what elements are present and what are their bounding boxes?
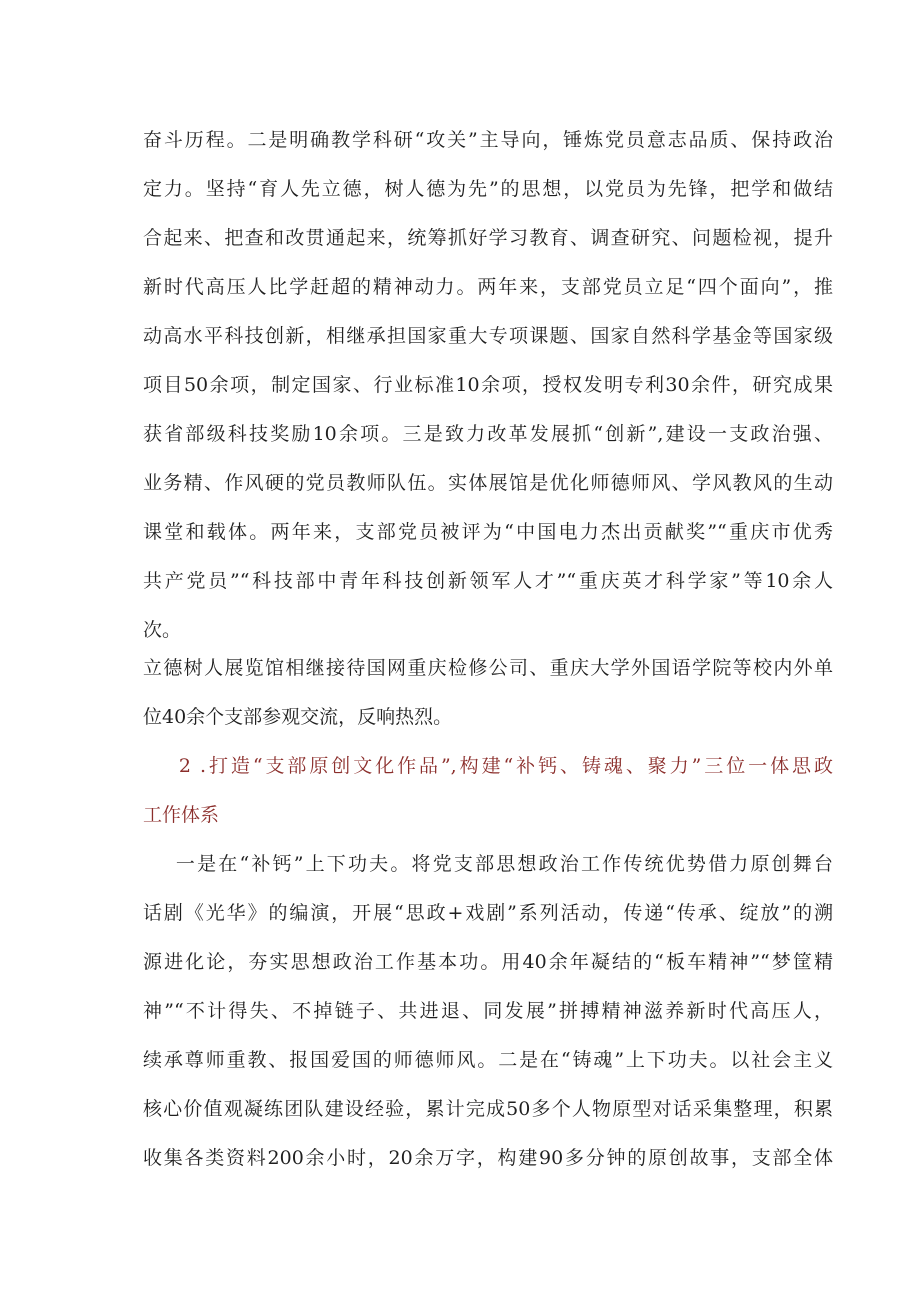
paragraph-line: 课堂和载体。两年来，支部党员被评为“中国电力杰出贡献奖”“重庆市优秀	[143, 521, 833, 543]
paragraph-line: 收集各类资料200余小时，20余万字，构建90多分钟的原创故事，支部全体	[143, 1147, 833, 1169]
paragraph-line: 动高水平科技创新，相继承担国家重大专项课题、国家自然科学基金等国家级	[143, 325, 833, 347]
paragraph-line: 位40余个支部参观交流，反响热烈。	[143, 706, 453, 728]
heading-line: 工作体系	[143, 804, 220, 826]
paragraph-line: 项目50余项，制定国家、行业标准10余项，授权发明专利30余件，研究成果	[143, 374, 833, 396]
paragraph-line: 立德树人展览馆相继接待国网重庆检修公司、重庆大学外国语学院等校内外单	[143, 657, 833, 679]
paragraph-line: 次。	[143, 619, 182, 641]
paragraph-line: 源进化论，夯实思想政治工作基本功。用40余年凝结的“板车精神”“梦筐精	[143, 951, 833, 973]
paragraph-line: 续承尊师重教、报国爱国的师德师风。二是在“铸魂”上下功夫。以社会主义	[143, 1049, 833, 1071]
paragraph-line: 一是在“补钙”上下功夫。将党支部思想政治工作传统优势借力原创舞台	[143, 853, 833, 875]
paragraph-line: 新时代高压人比学赶超的精神动力。两年来，支部党员立足“四个面向”，推	[143, 276, 833, 298]
paragraph-line: 神”“不计得失、不掉链子、共进退、同发展”拼搏精神滋养新时代高压人，	[143, 1000, 833, 1022]
paragraph-line: 业务精、作风硬的党员教师队伍。实体展馆是优化师德师风、学风教风的生动	[143, 472, 833, 494]
paragraph-line: 共产党员”“科技部中青年科技创新领军人才”“重庆英才科学家”等10余人	[143, 570, 833, 592]
paragraph-line: 核心价值观凝练团队建设经验，累计完成50多个人物原型对话采集整理，积累	[143, 1098, 833, 1120]
paragraph-line: 合起来、把查和改贯通起来，统筹抓好学习教育、调查研究、问题检视，提升	[143, 227, 833, 249]
paragraph-line: 定力。坚持“育人先立德，树人德为先”的思想，以党员为先锋，把学和做结	[143, 178, 833, 200]
paragraph-line: 奋斗历程。二是明确教学科研“攻关”主导向，锤炼党员意志品质、保持政治	[143, 129, 833, 151]
paragraph-line: 话剧《光华》的编演，开展“思政+戏剧”系列活动，传递“传承、绽放”的溯	[143, 902, 833, 924]
heading-line: 2 .打造“支部原创文化作品”,构建“补钙、铸魂、聚力”三位一体思政	[143, 755, 833, 777]
paragraph-line: 获省部级科技奖励10余项。三是致力改革发展抓“创新”,建设一支政治强、	[143, 423, 833, 445]
